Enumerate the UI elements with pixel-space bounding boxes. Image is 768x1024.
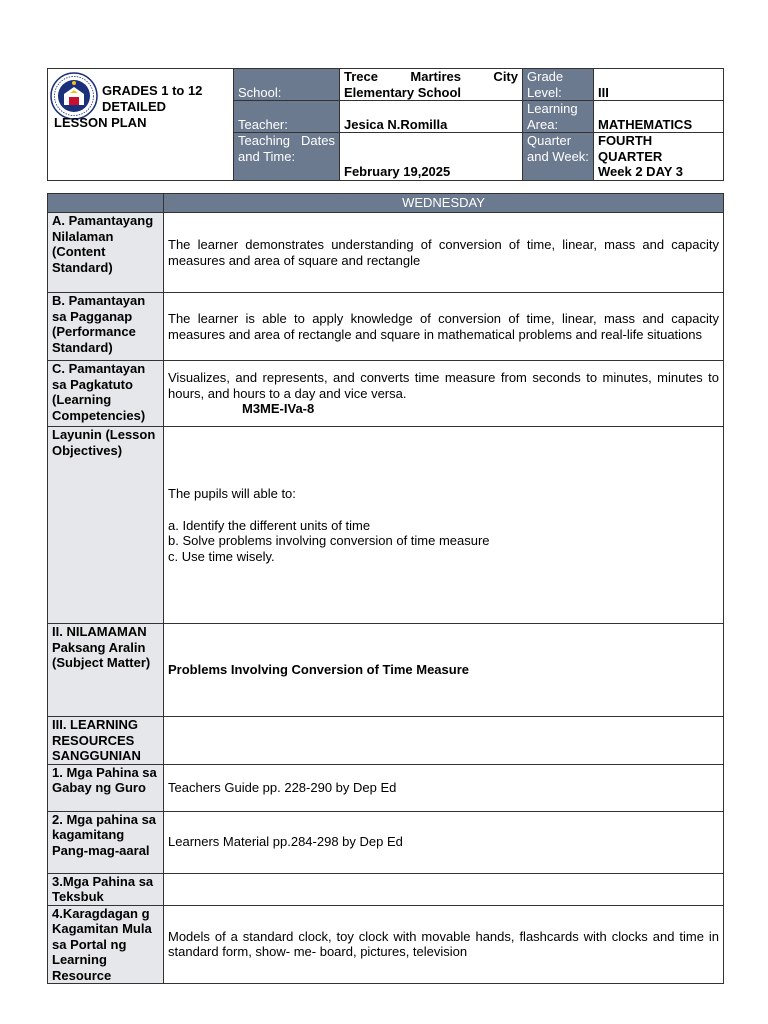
quarter-value-line-2: QUARTER bbox=[598, 148, 663, 164]
competency-code: M3ME-IVa-8 bbox=[242, 401, 315, 417]
row-label-performance-standard: B. Pamantayan sa Pagganap (Performance Standard) bbox=[48, 293, 164, 361]
row-subject-matter: Problems Involving Conversion of Time Measure bbox=[164, 624, 724, 717]
row-learners-material: Learners Material pp.284-298 by Dep Ed bbox=[164, 811, 724, 873]
title-line-3: LESSON PLAN bbox=[54, 115, 147, 130]
objective-item: a. Identify the different units of time bbox=[168, 517, 371, 533]
row-teachers-guide: Teachers Guide pp. 228-290 by Dep Ed bbox=[164, 764, 724, 811]
teacher-value: Jesica N.Romilla bbox=[340, 101, 523, 133]
area-value: MATHEMATICS bbox=[594, 101, 724, 133]
row-label-content-standard: A. Pamantayang Nilalaman (Content Standard) bbox=[48, 213, 164, 293]
row-learning-competencies bbox=[164, 361, 724, 427]
row-label-textbook: 3.Mga Pahina sa Teksbuk bbox=[48, 873, 164, 905]
row-textbook bbox=[164, 873, 724, 905]
row-label-learners-material: 2. Mga pahina sa kagamitang Pang-mag-aaral bbox=[48, 811, 164, 873]
row-label-learning-competencies: C. Pamantayan sa Pagkatuto (Learning Competencies) bbox=[48, 361, 164, 427]
area-label: Learning Area: bbox=[523, 101, 594, 133]
dates-label-text: Teaching Dates and Time: bbox=[238, 133, 335, 164]
dates-label bbox=[234, 133, 340, 181]
day-header-blank bbox=[48, 194, 164, 213]
school-label: School: bbox=[234, 69, 340, 101]
quarter-value-line-3: Week 2 DAY 3 bbox=[598, 164, 684, 179]
quarter-label-text: Quarter and Week: bbox=[527, 133, 589, 164]
grade-label: Grade Level: bbox=[523, 69, 594, 101]
quarter-label bbox=[523, 133, 594, 181]
row-label-objectives: Layunin (Lesson Objectives) bbox=[48, 427, 164, 624]
row-content-standard: The learner demonstrates understanding of conversion of time, linear, mass and capacity measures and area of square and rectangle bbox=[164, 213, 724, 293]
row-performance-standard: The learner is able to apply knowledge of conversion of time, linear, mass and capacity measures and area of rectangle and square in mathematical problems and real-life situations bbox=[164, 293, 724, 361]
competency-text: Visualizes, and represents, and converts time measure from seconds to minutes, minutes to hours, and hours to a day and vice versa. bbox=[168, 370, 719, 401]
grade-value: III bbox=[594, 69, 724, 101]
header-table bbox=[47, 68, 724, 181]
school-name-line: Trece Martires City Elementary School bbox=[344, 69, 518, 100]
row-label-subject-matter: II. NILAMAMAN Paksang Aralin (Subject Matter) bbox=[48, 624, 164, 717]
dates-value: February 19,2025 bbox=[340, 133, 523, 181]
school-value bbox=[340, 69, 523, 101]
quarter-value bbox=[594, 133, 724, 181]
teacher-label: Teacher: bbox=[234, 101, 340, 133]
lesson-plan-table bbox=[47, 193, 724, 984]
title-line-2: DETAILED bbox=[102, 99, 167, 114]
quarter-value-line-1: FOURTH bbox=[598, 133, 653, 148]
day-header: WEDNESDAY bbox=[164, 194, 724, 213]
row-objectives bbox=[164, 427, 724, 624]
objective-item: c. Use time wisely. bbox=[168, 548, 275, 564]
deped-seal-icon bbox=[50, 72, 98, 120]
row-learning-resources bbox=[164, 717, 724, 765]
row-additional-materials: Models of a standard clock, toy clock with movable hands, flashcards with clocks and time in standard form, show- me- board, pictures, television bbox=[164, 905, 724, 984]
title-line-1: GRADES 1 to 12 bbox=[102, 83, 203, 98]
row-label-learning-resources: III. LEARNING RESOURCES SANGGUNIAN bbox=[48, 717, 164, 765]
objectives-intro: The pupils will able to: bbox=[168, 486, 296, 501]
title-cell bbox=[48, 69, 234, 181]
row-label-teachers-guide: 1. Mga Pahina sa Gabay ng Guro bbox=[48, 764, 164, 811]
row-label-additional-materials: 4.Karagdagan g Kagamitan Mula sa Portal ng Learning Resource bbox=[48, 905, 164, 984]
objectives-spacer bbox=[168, 502, 719, 518]
objective-item: b. Solve problems involving conversion of time measure bbox=[168, 533, 490, 548]
